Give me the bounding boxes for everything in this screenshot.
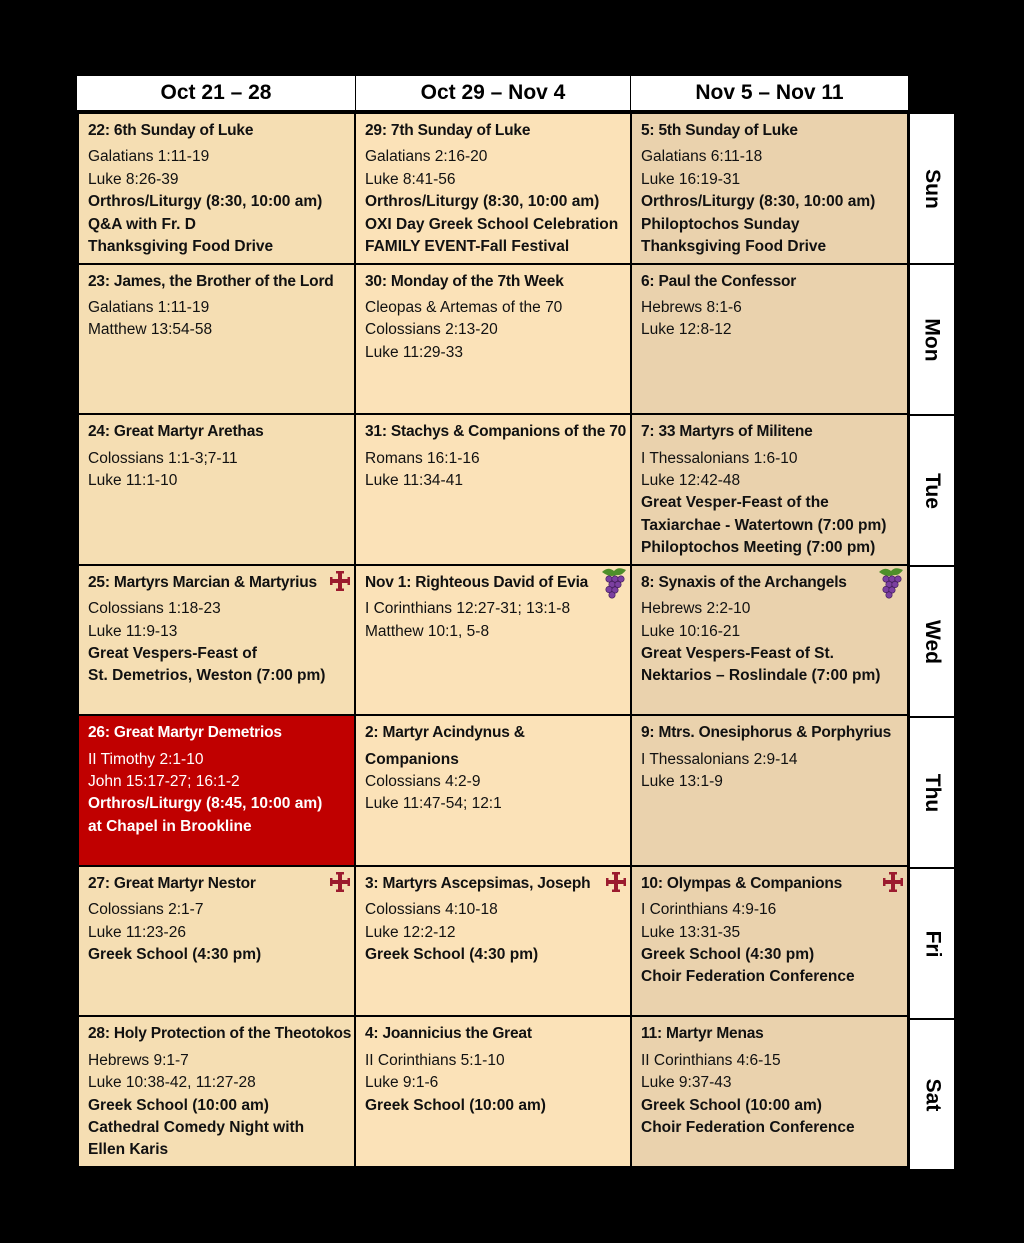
cell-title: 24: Great Martyr Arethas xyxy=(88,423,264,441)
cell-title: 4: Joannicius the Great xyxy=(365,1025,532,1043)
reading-line: Galatians 2:16-20 xyxy=(365,148,488,166)
cell-title: 5: 5th Sunday of Luke xyxy=(641,122,798,139)
cell-title: 11: Martyr Menas xyxy=(641,1025,764,1043)
event-line: Orthros/Liturgy (8:30, 10:00 am) xyxy=(365,193,600,211)
reading-line: II Timothy 2:1-10 xyxy=(88,750,204,768)
reading-line: Luke 11:23-26 xyxy=(88,923,186,941)
day-cell xyxy=(355,1016,631,1167)
event-line: Ellen Karis xyxy=(88,1141,169,1159)
event-line: Greek School (4:30 pm) xyxy=(365,946,539,964)
day-label xyxy=(909,415,955,566)
reading-line: Luke 11:34-41 xyxy=(365,471,463,489)
event-line: Companions xyxy=(365,750,459,768)
cross-icon xyxy=(328,569,352,600)
reading-line: Luke 9:1-6 xyxy=(365,1074,439,1092)
event-line: Choir Federation Conference xyxy=(641,968,855,986)
cell-title: 6: Paul the Confessor xyxy=(641,272,797,290)
day-cell xyxy=(631,1016,908,1167)
day-cell xyxy=(78,264,355,415)
reading-line: Luke 16:19-31 xyxy=(641,170,741,188)
day-cell xyxy=(631,866,908,1017)
cell-title: 9: Mtrs. Onesiphorus & Porphyrius xyxy=(641,724,892,742)
reading-line: Colossians 2:13-20 xyxy=(365,321,498,339)
reading-line: Luke 8:26-39 xyxy=(88,170,179,188)
day-cell xyxy=(355,414,631,565)
reading-line: Luke 12:42-48 xyxy=(641,471,741,489)
cross-icon xyxy=(881,870,905,901)
reading-line: II Corinthians 5:1-10 xyxy=(365,1051,505,1069)
reading-line: Romans 16:1-16 xyxy=(365,449,480,467)
event-line: Philoptochos Sunday xyxy=(641,215,800,233)
reading-line: Matthew 10:1, 5-8 xyxy=(365,622,490,640)
grapes-icon xyxy=(875,566,907,607)
cell-title: 30: Monday of the 7th Week xyxy=(365,272,564,290)
event-line: Great Vesper-Feast of the xyxy=(641,494,829,512)
day-label-text: Mon xyxy=(920,317,944,362)
cross-icon xyxy=(604,870,628,901)
reading-line: Luke 11:29-33 xyxy=(365,343,463,361)
event-line: Thanksgiving Food Drive xyxy=(641,238,827,256)
reading-line: Colossians 2:1-7 xyxy=(88,901,204,919)
event-line: St. Demetrios, Weston (7:00 pm) xyxy=(88,667,326,685)
reading-line: Hebrews 9:1-7 xyxy=(88,1051,189,1069)
event-line: Greek School (4:30 pm) xyxy=(641,946,815,964)
reading-line: I Corinthians 4:9-16 xyxy=(641,901,777,919)
day-cell xyxy=(78,414,355,565)
event-line: Philoptochos Meeting (7:00 pm) xyxy=(641,539,876,557)
reading-line: Cleopas & Artemas of the 70 xyxy=(365,298,563,316)
day-label xyxy=(909,566,955,717)
reading-line: Colossians 1:1-3;7-11 xyxy=(88,449,238,467)
event-line: at Chapel in Brookline xyxy=(88,817,252,835)
cell-title: 8: Synaxis of the Archangels xyxy=(641,573,847,591)
reading-line: Luke 12:2-12 xyxy=(365,923,456,941)
day-cell xyxy=(78,565,355,716)
reading-line: Colossians 1:18-23 xyxy=(88,600,221,618)
day-label-text: Tue xyxy=(920,472,944,509)
day-label xyxy=(909,868,955,1019)
event-line: Thanksgiving Food Drive xyxy=(88,238,274,256)
day-label-text: Sun xyxy=(920,168,944,209)
reading-line: Galatians 1:11-19 xyxy=(88,298,210,316)
reading-line: Colossians 4:2-9 xyxy=(365,773,481,791)
reading-line: Hebrews 2:2-10 xyxy=(641,600,751,618)
reading-line: Matthew 13:54-58 xyxy=(88,321,213,339)
event-line: OXI Day Greek School Celebration xyxy=(365,215,619,233)
cell-title: 3: Martyrs Ascepsimas, Joseph xyxy=(365,874,591,892)
cell-title: 22: 6th Sunday of Luke xyxy=(88,122,254,139)
reading-line: I Corinthians 12:27-31; 13:1-8 xyxy=(365,600,571,618)
day-cell xyxy=(631,565,908,716)
day-cell xyxy=(631,113,908,264)
cell-title: Nov 1: Righteous David of Evia xyxy=(365,573,589,591)
day-label-text: Wed xyxy=(920,619,944,664)
day-label xyxy=(909,1019,955,1170)
event-line: Choir Federation Conference xyxy=(641,1119,855,1136)
event-line: Taxiarchae - Watertown (7:00 pm) xyxy=(641,516,887,534)
reading-line: I Thessalonians 2:9-14 xyxy=(641,750,798,768)
day-cell xyxy=(78,1016,355,1167)
day-cell xyxy=(78,113,355,264)
day-cell xyxy=(631,264,908,415)
reading-line: Luke 12:8-12 xyxy=(641,321,732,339)
event-line: Cathedral Comedy Night with xyxy=(88,1119,305,1136)
event-line: Q&A with Fr. D xyxy=(88,215,196,233)
day-label xyxy=(909,113,955,264)
event-line: FAMILY EVENT-Fall Festival xyxy=(365,238,570,256)
event-line: Great Vespers-Feast of St. xyxy=(641,644,834,662)
event-line: Orthros/Liturgy (8:30, 10:00 am) xyxy=(641,193,876,211)
day-cell xyxy=(355,715,631,866)
reading-line: I Thessalonians 1:6-10 xyxy=(641,449,798,467)
reading-line: John 15:17-27; 16:1-2 xyxy=(88,773,240,791)
day-cell xyxy=(78,866,355,1017)
reading-line: Luke 10:38-42, 11:27-28 xyxy=(88,1074,256,1092)
cell-title: 23: James, the Brother of the Lord xyxy=(88,272,334,290)
cell-title: 26: Great Martyr Demetrios xyxy=(88,724,282,742)
grapes-icon xyxy=(598,566,630,607)
reading-line: II Corinthians 4:6-15 xyxy=(641,1051,781,1069)
event-line: Orthros/Liturgy (8:30, 10:00 am) xyxy=(88,193,323,211)
cell-title: 25: Martyrs Marcian & Martyrius xyxy=(88,573,317,591)
reading-line: Hebrews 8:1-6 xyxy=(641,298,742,316)
reading-line: Luke 11:9-13 xyxy=(88,622,178,640)
week-header-3: Nov 5 – Nov 11 xyxy=(630,75,909,111)
event-line: Greek School (4:30 pm) xyxy=(88,946,262,964)
cell-title: 27: Great Martyr Nestor xyxy=(88,874,256,892)
cell-title: 29: 7th Sunday of Luke xyxy=(365,122,531,139)
reading-line: Luke 9:37-43 xyxy=(641,1074,732,1092)
day-cell xyxy=(355,264,631,415)
day-cell xyxy=(355,866,631,1017)
event-line: Great Vespers-Feast of xyxy=(88,644,257,662)
day-cell xyxy=(355,113,631,264)
reading-line: Luke 8:41-56 xyxy=(365,170,456,188)
cell-title: 7: 33 Martyrs of Militene xyxy=(641,423,813,441)
day-label xyxy=(909,717,955,868)
reading-line: Colossians 4:10-18 xyxy=(365,901,498,919)
event-line: Greek School (10:00 am) xyxy=(641,1096,822,1114)
reading-line: Galatians 6:11-18 xyxy=(641,148,763,166)
cell-title: 2: Martyr Acindynus & xyxy=(365,724,525,742)
reading-line: Luke 11:47-54; 12:1 xyxy=(365,795,502,813)
event-line: Greek School (10:00 am) xyxy=(365,1096,546,1114)
day-labels xyxy=(909,113,951,1170)
cell-title: 10: Olympas & Companions xyxy=(641,874,843,892)
event-line: Orthros/Liturgy (8:45, 10:00 am) xyxy=(88,795,323,813)
day-label-text: Thu xyxy=(920,773,944,812)
reading-line: Luke 11:1-10 xyxy=(88,471,178,489)
reading-line: Galatians 1:11-19 xyxy=(88,148,210,166)
day-cell xyxy=(355,565,631,716)
reading-line: Luke 10:16-21 xyxy=(641,622,741,640)
calendar-grid xyxy=(78,113,908,1167)
day-cell xyxy=(631,414,908,565)
reading-line: Luke 13:1-9 xyxy=(641,773,723,791)
week-header-1: Oct 21 – 28 xyxy=(76,75,356,111)
day-label-text: Fri xyxy=(920,930,944,957)
week-header-2: Oct 29 – Nov 4 xyxy=(355,75,631,111)
cell-title: 28: Holy Protection of the Theotokos xyxy=(88,1025,352,1043)
day-label-text: Sat xyxy=(920,1078,944,1111)
event-line: Nektarios – Roslindale (7:00 pm) xyxy=(641,667,881,685)
event-line: Greek School (10:00 am) xyxy=(88,1096,269,1114)
day-cell xyxy=(631,715,908,866)
reading-line: Luke 13:31-35 xyxy=(641,923,741,941)
cell-title: 31: Stachys & Companions of the 70 xyxy=(365,423,627,441)
day-cell xyxy=(78,715,355,866)
cross-icon xyxy=(328,870,352,901)
day-label xyxy=(909,264,955,415)
